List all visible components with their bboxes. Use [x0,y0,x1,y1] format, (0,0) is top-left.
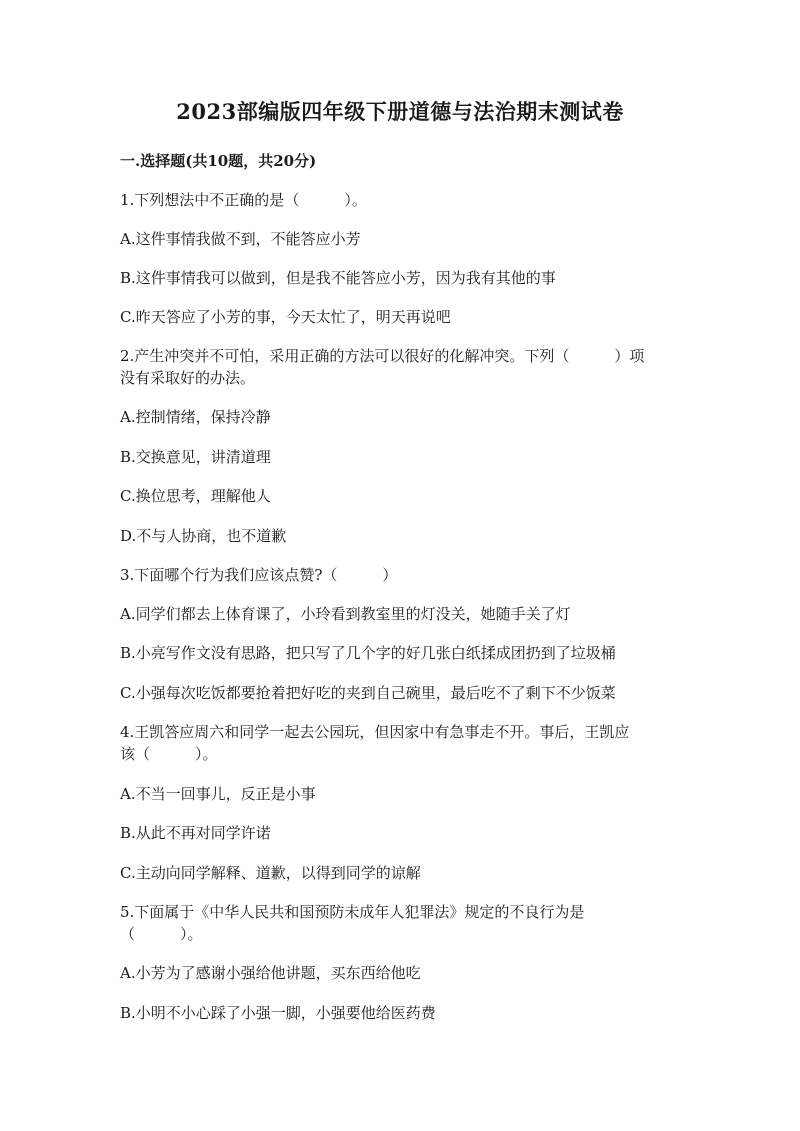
question-5-stem-line2: （ ）。 [120,925,203,943]
question-1-option-b: B.这件事情我可以做到，但是我不能答应小芳，因为我有其他的事 [120,269,556,287]
question-4-stem-line2: 该（ ）。 [120,745,218,763]
question-4-option-c: C.主动向同学解释、道歉，以得到同学的谅解 [120,864,421,882]
question-3-option-c: C.小强每次吃饭都要抢着把好吃的夹到自己碗里，最后吃不了剩下不少饭菜 [120,684,616,702]
question-2-option-c: C.换位思考，理解他人 [120,487,271,505]
question-5-stem-line1: 5.下面属于《中华人民共和国预防未成年人犯罪法》规定的不良行为是 [120,903,585,921]
question-3-stem: 3.下面哪个行为我们应该点赞?（ ） [120,566,398,584]
section-heading: 一.选择题(共10题，共20分) [120,152,317,170]
question-1-stem: 1.下列想法中不正确的是（ ）。 [120,191,367,209]
question-2-option-b: B.交换意见，讲清道理 [120,448,271,466]
question-5-option-b: B.小明不小心踩了小强一脚，小强要他给医药费 [120,1004,436,1022]
question-2-stem-line2: 没有采取好的办法。 [120,369,256,387]
page-title: 2023部编版四年级下册道德与法治期末测试卷 [176,99,624,124]
question-4-option-a: A.不当一回事儿，反正是小事 [120,785,316,803]
question-3-option-b: B.小亮写作文没有思路，把只写了几个字的好几张白纸揉成团扔到了垃圾桶 [120,644,616,662]
question-2-option-d: D.不与人协商，也不道歉 [120,527,287,545]
question-4-option-b: B.从此不再对同学许诺 [120,824,271,842]
question-2-stem-line1: 2.产生冲突并不可怕，采用正确的方法可以很好的化解冲突。下列（ ）项 [120,347,645,365]
question-4-stem-line1: 4.王凯答应周六和同学一起去公园玩，但因家中有急事走不开。事后，王凯应 [120,723,630,741]
question-1-option-c: C.昨天答应了小芳的事，今天太忙了，明天再说吧 [120,308,451,326]
question-2-option-a: A.控制情绪，保持冷静 [120,408,271,426]
question-1-option-a: A.这件事情我做不到，不能答应小芳 [120,230,361,248]
question-5-option-a: A.小芳为了感谢小强给他讲题，买东西给他吃 [120,964,421,982]
question-3-option-a: A.同学们都去上体育课了，小玲看到教室里的灯没关，她随手关了灯 [120,605,571,623]
